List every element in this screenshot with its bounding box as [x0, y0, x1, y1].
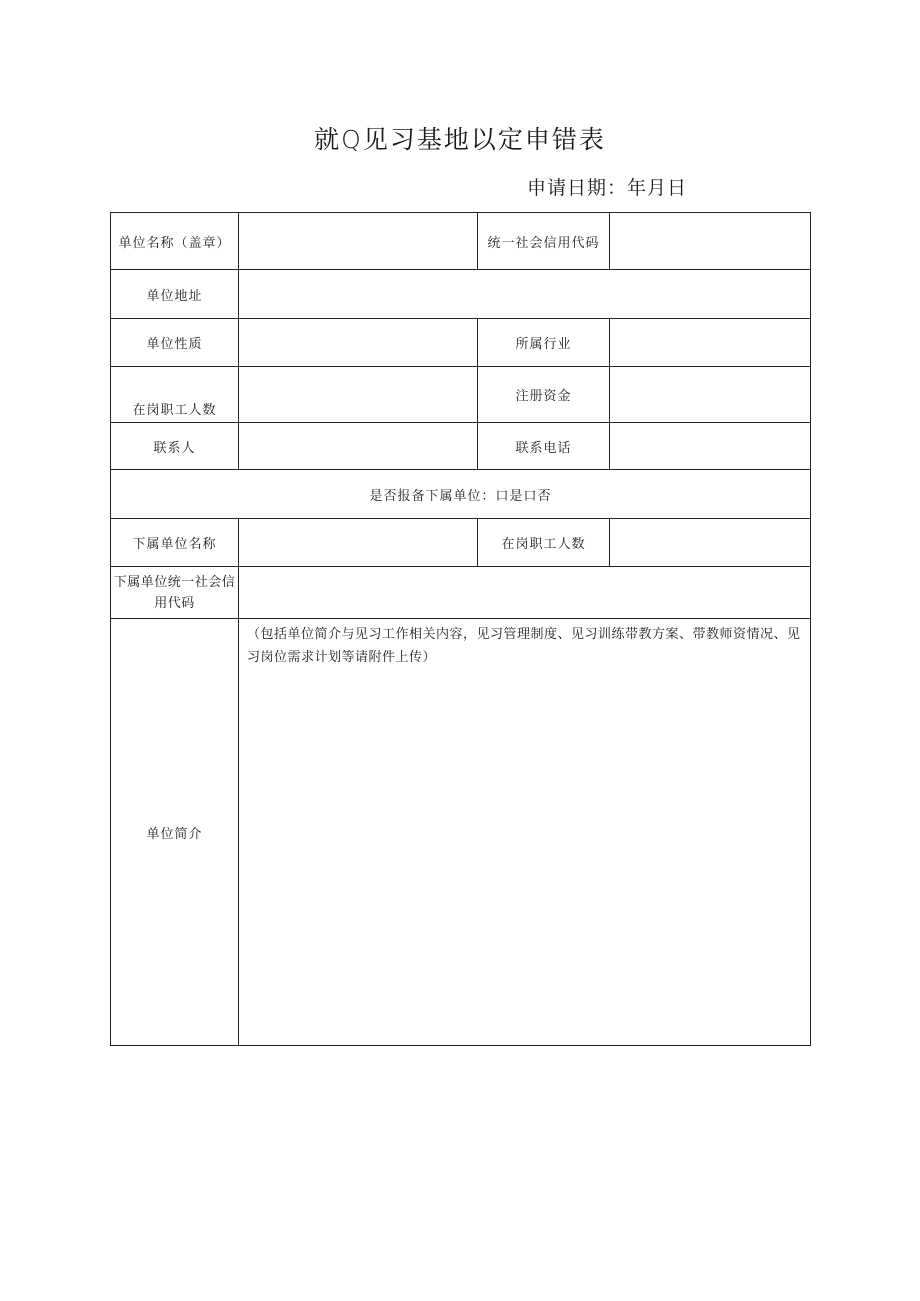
form-row-address — [111, 270, 811, 319]
application-form-table — [110, 212, 811, 1046]
credit-code-label: 统一社会信用代码 — [478, 213, 610, 270]
contact-person-label: 联系人 — [111, 423, 239, 470]
sub-credit-code-field[interactable] — [239, 567, 811, 619]
credit-code-field[interactable] — [610, 213, 811, 270]
contact-person-field[interactable] — [239, 423, 478, 470]
sub-credit-code-label: 下属单位统一社会信用代码 — [111, 567, 239, 619]
contact-phone-label: 联系电话 — [478, 423, 610, 470]
form-row-contact — [111, 423, 811, 470]
sub-unit-name-field[interactable] — [239, 519, 478, 567]
form-row-sub-credit-code — [111, 567, 811, 619]
unit-address-label: 单位地址 — [111, 270, 239, 319]
form-row-sub-unit — [111, 519, 811, 567]
form-row-unit-name — [111, 213, 811, 270]
contact-phone-field[interactable] — [610, 423, 811, 470]
unit-name-label: 单位名称（盖章） — [111, 213, 239, 270]
unit-intro-label: 单位简介 — [111, 619, 239, 1046]
form-row-nature — [111, 319, 811, 367]
registered-capital-field[interactable] — [610, 367, 811, 423]
unit-nature-field[interactable] — [239, 319, 478, 367]
unit-address-field[interactable] — [239, 270, 811, 319]
employee-count-label: 在岗职工人数 — [111, 367, 239, 423]
industry-label: 所属行业 — [478, 319, 610, 367]
sub-unit-name-label: 下属单位名称 — [111, 519, 239, 567]
registered-capital-label: 注册资金 — [478, 367, 610, 423]
employee-count-field[interactable] — [239, 367, 478, 423]
unit-intro-field[interactable]: （包括单位简介与见习工作相关内容，见习管理制度、见习训练带教方案、带教师资情况、见习岗位需求计划等请附件上传） — [239, 619, 811, 1046]
unit-name-field[interactable] — [239, 213, 478, 270]
form-row-unit-intro — [111, 619, 811, 1046]
sub-employee-count-label: 在岗职工人数 — [478, 519, 610, 567]
form-title: 就Q见习基地以定申错表 — [314, 125, 606, 154]
subordinate-question[interactable]: 是否报备下属单位：口是口否 — [111, 470, 811, 519]
form-row-employees — [111, 367, 811, 423]
apply-date: 申请日期：年月日 — [527, 177, 688, 199]
sub-employee-count-field[interactable] — [610, 519, 811, 567]
industry-field[interactable] — [610, 319, 811, 367]
form-row-subordinate-question — [111, 470, 811, 519]
unit-nature-label: 单位性质 — [111, 319, 239, 367]
